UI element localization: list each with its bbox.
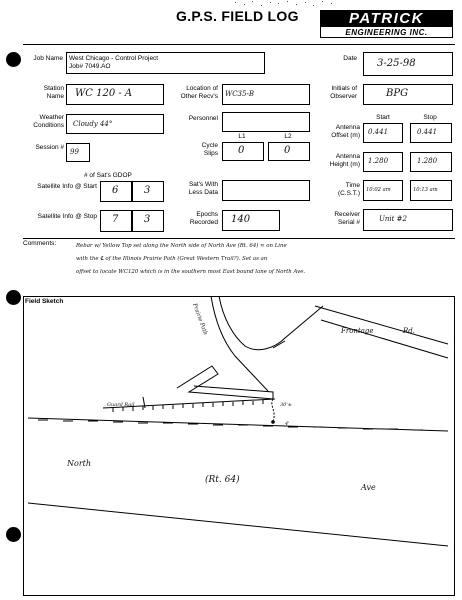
job-name-line1: West Chicago - Control Project (69, 55, 159, 62)
start-gdop-box (132, 181, 164, 202)
offset-start-box (363, 123, 403, 143)
scan-noise (230, 0, 340, 8)
path-curve-left (211, 296, 268, 391)
time-start-box (363, 180, 403, 201)
antenna-height-label: Antenna Height (m) (329, 153, 360, 168)
height-start-value: 1.280 (368, 157, 389, 165)
offset-stop-box (410, 123, 452, 143)
label-ave: Ave (361, 483, 376, 492)
epochs-value: 140 (231, 214, 251, 225)
station-name-label: Station Name (43, 85, 64, 100)
label-route: (Rt. 64) (205, 475, 240, 485)
start-sats-value: 6 (112, 185, 119, 196)
receiver-box (363, 209, 453, 231)
height-start-box (363, 152, 403, 172)
time-stop-box (410, 180, 452, 201)
cycle-l1-value: 0 (238, 145, 245, 156)
station-name-value: WC 120 - A (75, 88, 133, 99)
punch-hole-top (6, 52, 21, 67)
label-rd: Rd. (403, 327, 415, 335)
start-gdop-value: 3 (144, 185, 151, 196)
height-stop-value: 1.280 (417, 157, 438, 165)
job-name-box (66, 52, 265, 74)
offset-stop-value: 0.441 (417, 128, 438, 136)
cycle-l1-box (222, 142, 264, 161)
label-guard-rail: Guard Rail (107, 402, 135, 408)
offset-start-value: 0.441 (368, 128, 389, 136)
sats-less-data-label: Sat's With Less Data (188, 181, 218, 196)
path-curve-right (219, 296, 323, 350)
job-name-label: Job Name (33, 55, 63, 62)
initials-box (363, 84, 453, 105)
punch-hole-middle (6, 290, 21, 305)
sat-info-start-label: Satellite Info @ Start (37, 183, 97, 190)
session-label: Session # (35, 144, 64, 151)
road-south-edge (28, 503, 448, 546)
form-title: G.P.S. FIELD LOG (176, 8, 299, 24)
label-dim-a: 30'± (280, 402, 292, 408)
initials-label: Initials of Observer (330, 85, 357, 100)
epochs-box (222, 210, 280, 231)
rebar-marker (271, 420, 275, 424)
l2-header: L2 (284, 133, 292, 140)
receiver-value: Unit #2 (379, 215, 408, 223)
comments-label: Comments: (23, 240, 57, 247)
label-north: North (67, 459, 92, 468)
cycle-l2-box (268, 142, 310, 161)
sat-info-stop-label: Satellite Info @ Stop (37, 213, 97, 220)
comment-line-1: Rebar w/ Yellow Top set along the North side of North Ave (Rt. 64) ≈ on Line (76, 243, 287, 249)
time-start-value: 10:02 am (366, 187, 391, 193)
weather-label: Weather Conditions (33, 114, 64, 129)
personnel-label: Personnel (188, 115, 218, 122)
comment-line-2: with the ℄ of the Illinois Prairie Path (Great Western Trail?). Set as an (76, 256, 268, 262)
weather-value: Cloudy 44° (73, 120, 113, 128)
dimension-vertical (272, 399, 274, 421)
cycle-slips-label: Cycle Slips (201, 142, 218, 157)
stop-header: Stop (423, 114, 437, 121)
comment-line-3: offset to locate WC120 which is in the southern most East bound lane of North Ave. (76, 269, 306, 275)
height-stop-box (410, 152, 452, 172)
date-label: Date (343, 55, 357, 62)
epochs-label: Epochs Recorded (189, 211, 218, 226)
company-logo (320, 10, 453, 40)
punch-hole-bottom (6, 527, 21, 542)
label-frontage: Frontage (341, 327, 374, 335)
header-divider (23, 44, 455, 45)
initials-value: BPG (386, 88, 409, 99)
station-name-box (66, 84, 164, 105)
sets-gdop-header: # of Sat's GDOP (84, 172, 132, 179)
road-north-edge-dashes (38, 420, 423, 430)
date-value: 3-25-98 (377, 58, 416, 69)
stop-sats-value: 7 (112, 214, 119, 225)
l1-header: L1 (238, 133, 246, 140)
session-box (66, 143, 90, 162)
field-sketch-drawing (23, 296, 455, 596)
logo-subtitle: ENGINEERING INC. (320, 27, 453, 38)
stop-gdop-value: 3 (144, 214, 151, 225)
location-value: WC35-B (225, 90, 254, 98)
antenna-offset-label: Antenna Offset (m) (331, 124, 360, 139)
logo-name: PATRICK (320, 10, 453, 27)
stop-gdop-box (132, 210, 164, 232)
label-dim-b: 4' (285, 421, 290, 427)
location-label: Location of Other Recv's (180, 85, 218, 100)
time-stop-value: 10:13 am (413, 187, 438, 193)
stop-sats-box (100, 210, 132, 232)
weather-box (66, 114, 164, 134)
field-sketch-label: Field Sketch (25, 298, 64, 305)
time-label: Time (C.S.T.) (337, 182, 360, 197)
receiver-label: Receiver Serial # (334, 211, 360, 226)
date-box (363, 52, 453, 76)
comments-divider (23, 238, 455, 239)
cycle-l2-value: 0 (284, 145, 291, 156)
pedestrian-bridge (177, 366, 273, 399)
location-box (222, 84, 310, 105)
personnel-box (222, 112, 310, 132)
label-prairie-path: Prairie Path (191, 302, 209, 336)
path-approach (273, 341, 285, 348)
start-sats-box (100, 181, 132, 202)
sats-less-data-box (222, 180, 310, 201)
session-value: 99 (70, 148, 79, 156)
start-header: Start (376, 114, 390, 121)
job-name-line2: Job# 7049.AO (69, 63, 111, 70)
